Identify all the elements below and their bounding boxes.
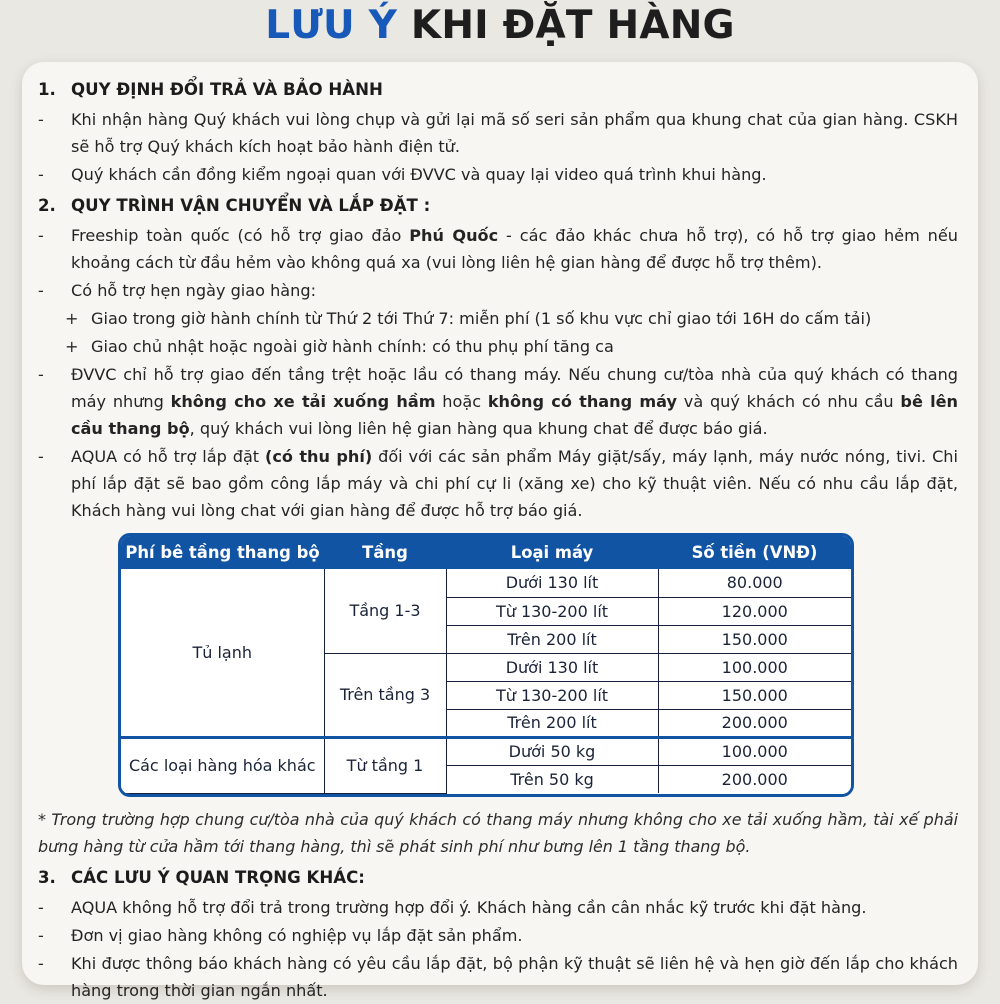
dash-marker: - bbox=[38, 953, 44, 973]
section-heading-text: QUY TRÌNH VẬN CHUYỂN VÀ LẮP ĐẶT : bbox=[71, 196, 431, 215]
machine-type-cell: Trên 200 lít bbox=[446, 709, 658, 737]
item-text: AQUA có hỗ trợ lắp đặt (có thu phí) đối với các sản phẩm Máy giặt/sấy, máy lạnh, máy nước nóng, tivi. Chi phí lắp đặt sẽ bao gồm công lắp máy và chi phí cự li (xăng xe) cho kỹ thuật viên. Nếu có nhu cầu lắp đặt, Khách hàng vui lòng chat với gian hàng để được hỗ trợ báo giá. bbox=[71, 447, 958, 520]
sub-list-item bbox=[38, 333, 958, 360]
item-text: Freeship toàn quốc (có hỗ trợ giao đảo Phú Quốc - các đảo khác chưa hỗ trợ), có hỗ trợ giao hẻm nếu khoảng cách từ đầu hẻm vào không quá xa (vui lòng liên hệ gian hàng để được hỗ trợ thêm). bbox=[71, 226, 958, 272]
price-cell: 150.000 bbox=[658, 625, 851, 653]
item-text: Giao chủ nhật hoặc ngoài giờ hành chính: có thu phụ phí tăng ca bbox=[91, 337, 614, 356]
floor-cell: Trên tầng 3 bbox=[324, 653, 446, 737]
section-3-heading bbox=[38, 865, 958, 891]
section-2-heading bbox=[38, 193, 958, 219]
dash-marker: - bbox=[38, 165, 44, 184]
dash-marker: - bbox=[38, 365, 44, 384]
plus-marker: + bbox=[65, 309, 79, 328]
section-1-heading bbox=[38, 77, 958, 103]
section-number: 2. bbox=[38, 196, 56, 215]
price-cell: 120.000 bbox=[658, 597, 851, 625]
item-text: ĐVVC chỉ hỗ trợ giao đến tầng trệt hoặc lầu có thang máy. Nếu chung cư/tòa nhà của quý khách có thang máy nhưng không cho xe tải xuống hầm hoặc không có thang máy và quý khách có nhu cầu bê lên cầu thang bộ, quý khách vui lòng liên hệ gian hàng qua khung chat để được báo giá. bbox=[71, 365, 959, 438]
price-cell: 80.000 bbox=[658, 569, 851, 597]
section-heading-text: CÁC LƯU Ý QUAN TRỌNG KHÁC: bbox=[71, 867, 365, 887]
item-text: Có hỗ trợ hẹn ngày giao hàng: bbox=[71, 281, 316, 300]
machine-type-cell: Trên 200 lít bbox=[446, 625, 658, 653]
plus-marker: + bbox=[65, 337, 79, 356]
footnote: * Trong trường hợp chung cư/tòa nhà của quý khách có thang máy nhưng không cho xe tải xuống hầm, tài xế phải bưng hàng từ cửa hầm tới thang hàng, thì sẽ phát sinh phí như bưng lên 1 tầng thang bộ. bbox=[38, 809, 958, 856]
section-heading-text: QUY ĐỊNH ĐỔI TRẢ VÀ BẢO HÀNH bbox=[71, 80, 383, 99]
machine-type-cell: Dưới 130 lít bbox=[446, 569, 658, 597]
machine-type-cell: Dưới 50 kg bbox=[446, 737, 658, 765]
list-item bbox=[38, 277, 958, 304]
notice-card bbox=[22, 62, 978, 1000]
item-text: Khi được thông báo khách hàng có yêu cầu lắp đặt, bộ phận kỹ thuật sẽ liên hệ và hẹn giờ đến lắp cho khách hàng trong thời gian ngắn nhất. bbox=[71, 953, 958, 1000]
machine-type-cell: Từ 130-200 lít bbox=[446, 597, 658, 625]
price-cell: 200.000 bbox=[658, 709, 851, 737]
list-item bbox=[38, 361, 958, 442]
price-cell: 100.000 bbox=[658, 653, 851, 681]
machine-type-cell: Dưới 130 lít bbox=[446, 653, 658, 681]
item-text: Giao trong giờ hành chính từ Thứ 2 tới Thứ 7: miễn phí (1 số khu vực chỉ giao tới 16H do cấm tải) bbox=[91, 309, 872, 328]
table-header-amount: Số tiền (VNĐ) bbox=[658, 536, 851, 569]
price-cell: 200.000 bbox=[658, 765, 851, 793]
floor-cell: Từ tầng 1 bbox=[324, 737, 446, 793]
table-header-row bbox=[121, 536, 851, 569]
list-item bbox=[38, 443, 958, 524]
table-header-category: Phí bê tầng thang bộ bbox=[121, 536, 324, 569]
section-number: 1. bbox=[38, 80, 56, 99]
list-item bbox=[38, 950, 958, 1004]
page-title bbox=[0, 3, 1000, 48]
machine-type-cell: Trên 50 kg bbox=[446, 765, 658, 793]
table-row bbox=[121, 737, 851, 765]
item-text: Khi nhận hàng Quý khách vui lòng chụp và gửi lại mã số seri sản phẩm qua khung chat của gian hàng. CSKH sẽ hỗ trợ Quý khách kích hoạt bảo hành điện tử. bbox=[71, 110, 958, 156]
sub-list-item bbox=[38, 305, 958, 332]
machine-type-cell: Từ 130-200 lít bbox=[446, 681, 658, 709]
price-cell: 150.000 bbox=[658, 681, 851, 709]
item-text: Đơn vị giao hàng không có nghiệp vụ lắp đặt sản phẩm. bbox=[71, 925, 523, 945]
list-item bbox=[38, 922, 958, 949]
category-cell: Các loại hàng hóa khác bbox=[121, 737, 324, 793]
page-title-rest: KHI ĐẶT HÀNG bbox=[410, 3, 735, 48]
dash-marker: - bbox=[38, 281, 44, 300]
list-item bbox=[38, 161, 958, 188]
dash-marker: - bbox=[38, 897, 44, 917]
dash-marker: - bbox=[38, 925, 44, 945]
dash-marker: - bbox=[38, 110, 44, 129]
section-number: 3. bbox=[38, 867, 56, 887]
page-title-highlight: LƯU Ý bbox=[265, 3, 398, 48]
list-item bbox=[38, 106, 958, 160]
table-header-floor: Tầng bbox=[324, 536, 446, 569]
list-item bbox=[38, 222, 958, 276]
table-row bbox=[121, 569, 851, 597]
category-cell: Tủ lạnh bbox=[121, 569, 324, 737]
item-text: Quý khách cần đồng kiểm ngoại quan với ĐVVC và quay lại video quá trình khui hàng. bbox=[71, 165, 767, 184]
stair-fee-table bbox=[118, 533, 854, 797]
table-header-machine-type: Loại máy bbox=[446, 536, 658, 569]
price-cell: 100.000 bbox=[658, 737, 851, 765]
item-text: AQUA không hỗ trợ đổi trả trong trường hợp đổi ý. Khách hàng cần cân nhắc kỹ trước khi đặt hàng. bbox=[71, 897, 867, 917]
dash-marker: - bbox=[38, 447, 44, 466]
dash-marker: - bbox=[38, 226, 44, 245]
floor-cell: Tầng 1-3 bbox=[324, 569, 446, 653]
list-item bbox=[38, 894, 958, 921]
